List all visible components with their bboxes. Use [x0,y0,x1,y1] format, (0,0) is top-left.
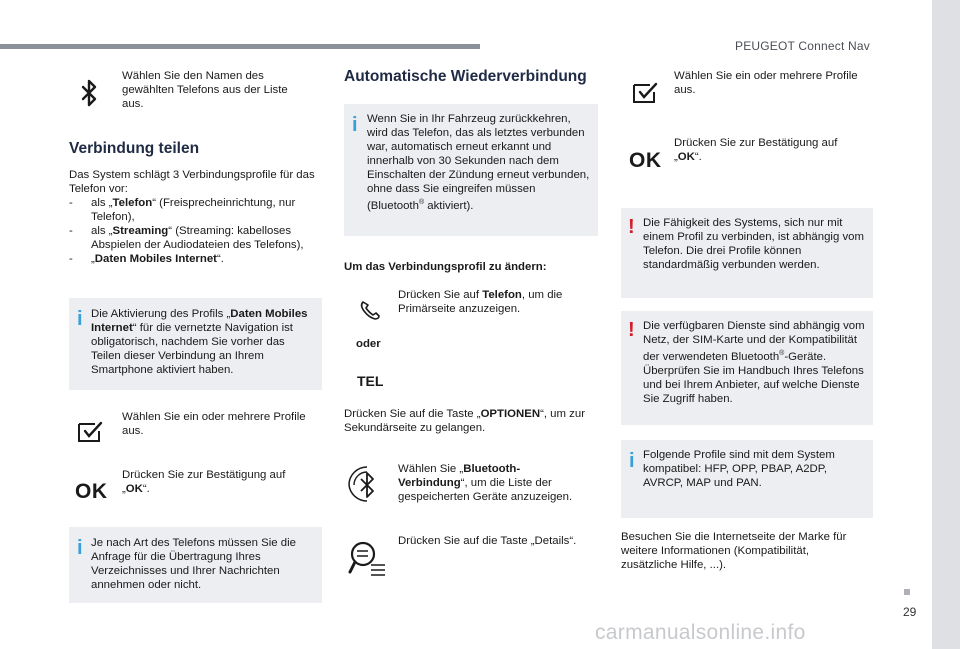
section-heading-reconnect: Automatische Wiederverbindung [344,68,587,85]
info-box-auto-reconnect [344,104,598,236]
step-press-options: Drücken Sie auf die Taste „OPTIONEN“, um zur Sekundärseite zu gelangen. [344,408,585,434]
tel-button-icon: TEL [357,373,384,389]
share-intro-text: Das System schlägt 3 Verbindungsprofile für das Telefon vor: [69,169,315,195]
header-title: PEUGEOT Connect Nav [735,39,870,53]
info-icon: i [629,450,635,472]
step-press-details: Drücken Sie auf die Taste „Details“. [398,535,577,547]
info-phone-type-text: Je nach Art des Telefons müssen Sie die Anfrage für die Übertragung Ihres Verzeichnisses und Ihrer Nachrichten annehmen oder nicht. [91,537,296,591]
warning-box-services [621,311,873,425]
info-mobile-data-text: Die Aktivierung des Profils „Daten Mobiles Internet“ für die vernetzte Navigation ist obligatorisch, nachdem Sie vorher das Teilen dieser Verbindung an Ihrem Smartphone aktiviert haben. [91,308,308,376]
profile-item-telefon: - als „Telefon“ (Freisprecheinrichtung, nur Telefon), [69,196,319,224]
info-icon: i [77,308,83,330]
warning-services-text: Die verfügbaren Dienste sind abhängig vom Netz, der SIM-Karte und der Kompatibilität der verwendeten Bluetooth®-Geräte. Überprüfen Sie im Handbuch Ihres Telefons und bei Ihrem Anbieter, auf welche Dienste Sie Zugriff haben. [643,320,865,405]
warning-profile-ability-text: Die Fähigkeit des Systems, sich nur mit einem Profil zu verbinden, ist abhängig vom Telefon. Die drei Profile können standardmäßig verbunden werden. [643,217,864,271]
checkbox-list-icon [632,82,658,104]
warning-icon: ! [628,216,635,238]
details-magnifier-icon [347,538,387,578]
warning-icon: ! [628,319,635,341]
visit-website-text: Besuchen Sie die Internetseite der Marke für weitere Informationen (Kompatibilität, zusätzliche Hilfe, ...). [621,531,847,571]
step-select-profiles: Wählen Sie ein oder mehrere Profile aus. [122,411,306,437]
step-confirm-ok: Drücken Sie zur Bestätigung auf „OK“. [122,469,286,495]
bluetooth-connection-icon [346,462,388,504]
profile-item-streaming: - als „Streaming“ (Streaming: kabelloses Abspielen der Audiodateien des Telefons), [69,224,319,252]
info-compatible-profiles-text: Folgende Profile sind mit dem System kompatibel: HFP, OPP, PBAP, A2DP, AVRCP, MAP und PAN. [643,449,835,489]
step-select-phone-name: Wählen Sie den Namen des gewählten Telefons aus der Liste aus. [122,70,288,110]
info-box-phone-type [69,527,322,603]
info-box-mobile-data [69,298,322,390]
oder-label: oder [356,338,381,350]
watermark: carmanualsonline.info [595,621,806,644]
page-edge-strip [932,0,960,649]
profile-list [69,196,319,266]
checkbox-list-icon [77,421,103,443]
step-press-telefon: Drücken Sie auf Telefon, um die Primärseite anzuzeigen. [398,289,563,315]
phone-handset-icon [358,298,382,322]
ok-button-icon: OK [629,149,662,172]
step-select-profiles-2: Wählen Sie ein oder mehrere Profile aus. [674,70,858,96]
header-rule [0,44,480,49]
change-profile-title: Um das Verbindungsprofil zu ändern: [344,261,547,273]
section-heading-share: Verbindung teilen [69,140,200,157]
info-icon: i [352,114,358,136]
bluetooth-icon [80,78,100,110]
profile-item-daten: - „Daten Mobiles Internet“. [69,252,319,266]
warning-box-profile-ability [621,208,873,298]
info-icon: i [77,537,83,559]
info-box-compatible-profiles [621,440,873,518]
info-auto-reconnect-text: Wenn Sie in Ihr Fahrzeug zurückkehren, wird das Telefon, das als letztes verbunden war, automatisch erneut erkannt und innerhalb von 30 Sekunden nach dem Einschalten der Zündung erneut verbunden, ohne dass Sie eingreifen müssen (Bluetooth® aktiviert). [367,113,590,212]
share-intro [69,168,319,266]
ok-button-icon: OK [75,480,108,503]
step-select-bluetooth: Wählen Sie „Bluetooth-Verbindung“, um die Liste der gespeicherten Geräte anzuzeigen. [398,463,573,503]
step-confirm-ok-2: Drücken Sie zur Bestätigung auf „OK“. [674,137,838,163]
page-number: 29 [903,605,917,619]
continue-marker [904,589,910,595]
